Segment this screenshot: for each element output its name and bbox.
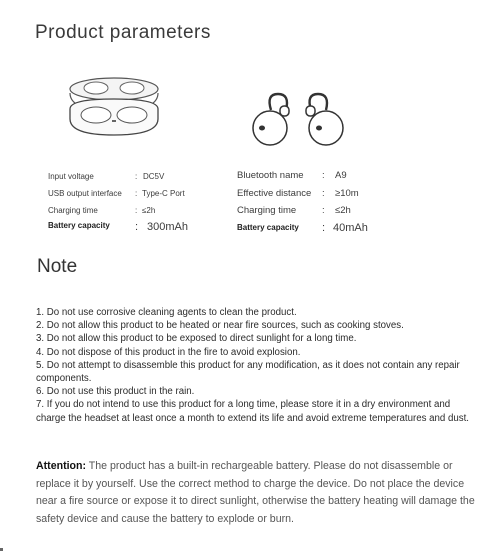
- spec-separator: :: [322, 188, 325, 199]
- spec-separator: :: [322, 205, 325, 216]
- note-heading: Note: [37, 256, 78, 277]
- earbuds-icon: [246, 92, 348, 148]
- spec-separator: :: [322, 222, 326, 234]
- spec-label: Effective distance: [237, 188, 312, 199]
- attention-paragraph: [36, 458, 476, 528]
- note-item: 1. Do not use corrosive cleaning agents to clean the product.: [36, 307, 297, 318]
- note-item: 5. Do not attempt to disassemble this product for any modification, as it does not contain any repair components.: [36, 359, 460, 385]
- page-title: Product parameters: [35, 22, 211, 43]
- spec-separator: :: [135, 221, 139, 233]
- spec-value: ≥10m: [335, 188, 359, 199]
- spec-value: DC5V: [143, 172, 165, 181]
- note-item: 4. Do not dispose of this product in the fire to avoid explosion.: [36, 346, 301, 358]
- spec-value: ≤2h: [142, 206, 156, 215]
- spec-separator: :: [135, 172, 138, 181]
- spec-value: 300mAh: [147, 221, 188, 233]
- spec-label: USB output interface: [48, 189, 122, 198]
- attention-label: Attention:: [36, 460, 87, 472]
- spec-label: Charging time: [237, 205, 297, 216]
- spec-value: Type-C Port: [142, 189, 185, 198]
- attention-text: The product has a built-in rechargeable battery. Please do not disassemble or replace it by yourself. Use the correct method to charge the device. Do not place the device near a fire source or expose it to direct sunlight, otherwise the battery heating will damage the safety device and cause the battery to explode or burn.: [36, 460, 475, 525]
- note-item: 7. If you do not intend to use this product for a long time, please store it in a dry environment and charge the headset at least once a month to extend its life and avoid extreme temperatures and dust.: [36, 399, 469, 424]
- note-item: 3. Do not allow this product to be exposed to direct sunlight for a long time.: [36, 333, 357, 345]
- spec-label: Battery capacity: [48, 221, 110, 230]
- spec-value: ≤2h: [335, 205, 351, 216]
- note-item: 6. Do not use this product in the rain.: [36, 386, 195, 398]
- spec-separator: :: [135, 206, 138, 215]
- charging-case-icon: [66, 75, 162, 137]
- spec-label: Battery capacity: [237, 223, 299, 232]
- note-item: 2. Do not allow this product to be heated or near fire sources, such as cooking stoves.: [36, 320, 404, 332]
- spec-label: Bluetooth name: [237, 170, 304, 181]
- notes-list: [36, 306, 481, 425]
- spec-value: 40mAh: [333, 222, 368, 234]
- spec-separator: :: [135, 189, 138, 198]
- spec-label: Charging time: [48, 206, 98, 215]
- corner-mark: [0, 548, 3, 551]
- spec-label: Input voltage: [48, 172, 94, 181]
- spec-value: A9: [335, 170, 347, 181]
- spec-separator: :: [322, 170, 325, 181]
